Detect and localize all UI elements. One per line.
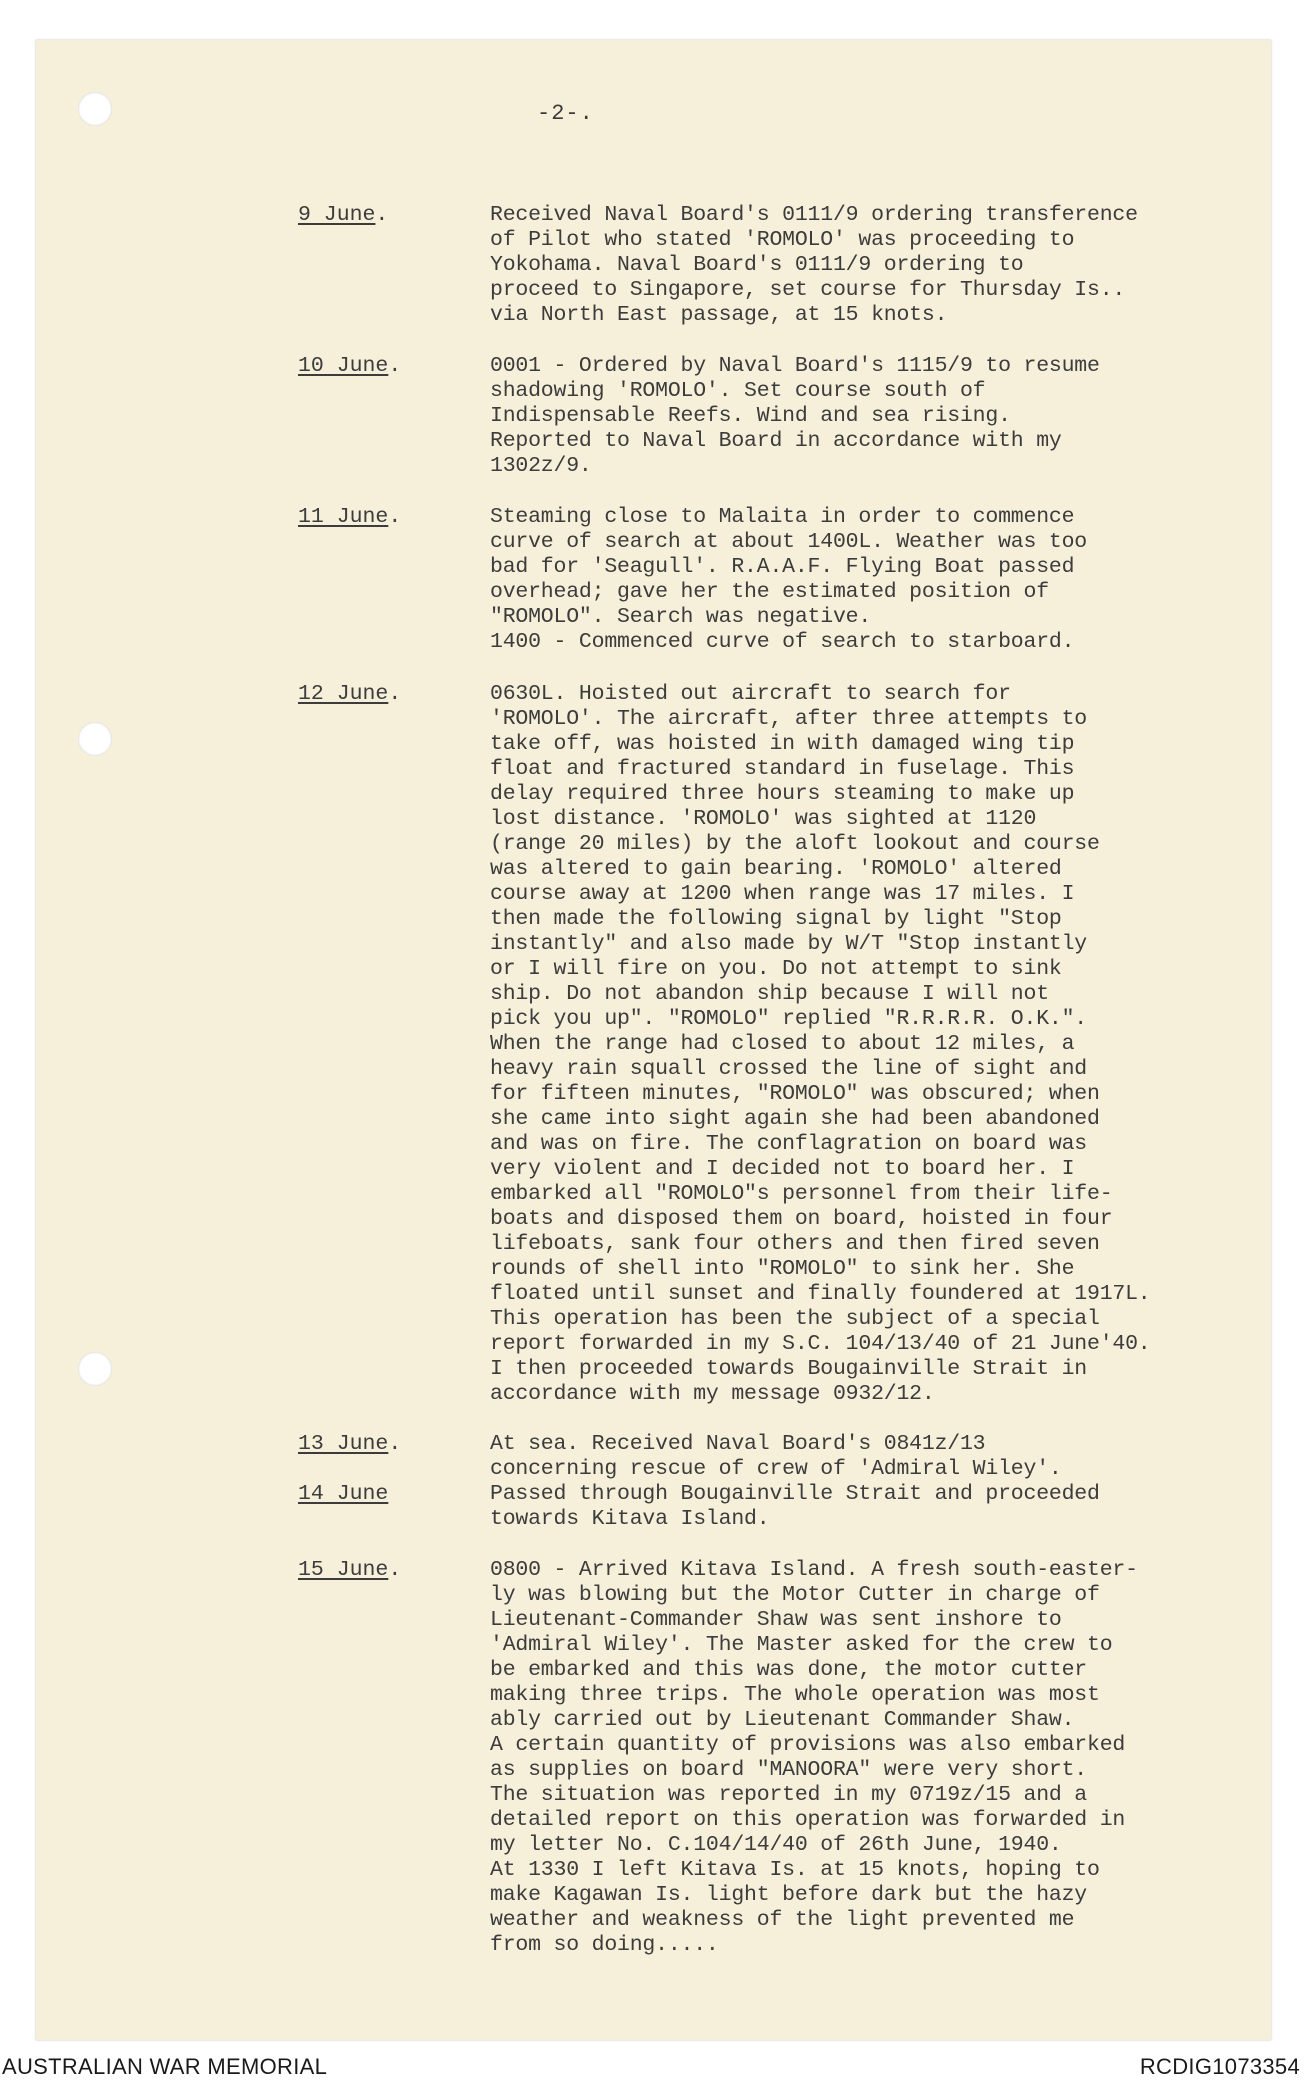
entry-text: Passed through Bougainville Strait and proceeded towards Kitava Island. (490, 1482, 1100, 1531)
entry-date: 10 June. (298, 354, 402, 378)
footer-source: AUSTRALIAN WAR MEMORIAL (2, 2054, 328, 2079)
entry-text: At sea. Received Naval Board's 0841z/13 concerning rescue of crew of 'Admiral Wiley'. (490, 1432, 1062, 1481)
entry-date: 14 June (298, 1482, 389, 1506)
entry-date: 15 June. (298, 1558, 402, 1582)
entry-date: 13 June. (298, 1432, 402, 1456)
punch-hole-bottom (78, 1352, 112, 1386)
entry-date: 9 June. (298, 203, 389, 227)
page-number: -2-. (537, 101, 594, 126)
punch-hole-top (78, 92, 112, 126)
entry-date: 12 June. (298, 682, 402, 706)
entry-text: 0800 - Arrived Kitava Island. A fresh south-easter- ly was blowing but the Motor Cutter in charge of Lieutenant-Commander Shaw was sent inshore to 'Admiral Wiley'. The Master asked for the crew to be embarked and this was done, the motor cutter making three trips. The whole operation was most ably carried out by Lieutenant Commander Shaw. A certain quantity of provisions was also embarked as supplies on board "MANOORA" were very short. The situation was reported in my 0719z/15 and a detailed report on this operation was forwarded in my letter No. C.104/14/40 of 26th June, 1940. At 1330 I left Kitava Is. at 15 knots, hoping to make Kagawan Is. light before dark but the hazy weather and weakness of the light prevented me from so doing..... (490, 1558, 1138, 1957)
entry-text: 0001 - Ordered by Naval Board's 1115/9 to resume shadowing 'ROMOLO'. Set course south of Indispensable Reefs. Wind and sea rising. Reported to Naval Board in accordance with my 1302z/9. (490, 354, 1100, 478)
entry-text: Received Naval Board's 0111/9 ordering transference of Pilot who stated 'ROMOLO' was proceeding to Yokohama. Naval Board's 0111/9 ordering to proceed to Singapore, set course for Thursday Is.. via North East passage, at 15 knots. (490, 203, 1138, 327)
entry-date: 11 June. (298, 505, 402, 529)
entry-text: Steaming close to Malaita in order to commence curve of search at about 1400L. Weather was too bad for 'Seagull'. R.A.A.F. Flying Boat passed overhead; gave her the estimated position of "ROMOLO". Search was negative. 1400 - Commenced curve of search to starboard. (490, 505, 1087, 654)
footer-record-id: RCDIG1073354 (1139, 2054, 1300, 2079)
entry-text: 0630L. Hoisted out aircraft to search for 'ROMOLO'. The aircraft, after three attempts to take off, was hoisted in with damaged wing tip float and fractured standard in fuselage. This delay required three hours steaming to make up lost distance. 'ROMOLO' was sighted at 1120 (range 20 miles) by the aloft lookout and course was altered to gain bearing. 'ROMOLO' altered course away at 1200 when range was 17 miles. I then made the following signal by light "Stop instantly" and also made by W/T "Stop instantly or I will fire on you. Do not attempt to sink ship. Do not abandon ship because I will not pick you up". "ROMOLO" replied "R.R.R.R. O.K.". When the range had closed to about 12 miles, a heavy rain squall crossed the line of sight and for fifteen minutes, "ROMOLO" was obscured; when she came into sight again she had been abandoned and was on fire. The conflagration on board was very violent and I decided not to board her. I embarked all "ROMOLO"s personnel from their life- boats and disposed them on board, hoisted in four lifeboats, sank four others and then fired seven rounds of shell into "ROMOLO" to sink her. She floated until sunset and finally foundered at 1917L. This operation has been the subject of a special report forwarded in my S.C. 104/13/40 of 21 June'40. I then proceeded towards Bougainville Strait in accordance with my message 0932/12. (490, 682, 1151, 1406)
punch-hole-middle (78, 722, 112, 756)
